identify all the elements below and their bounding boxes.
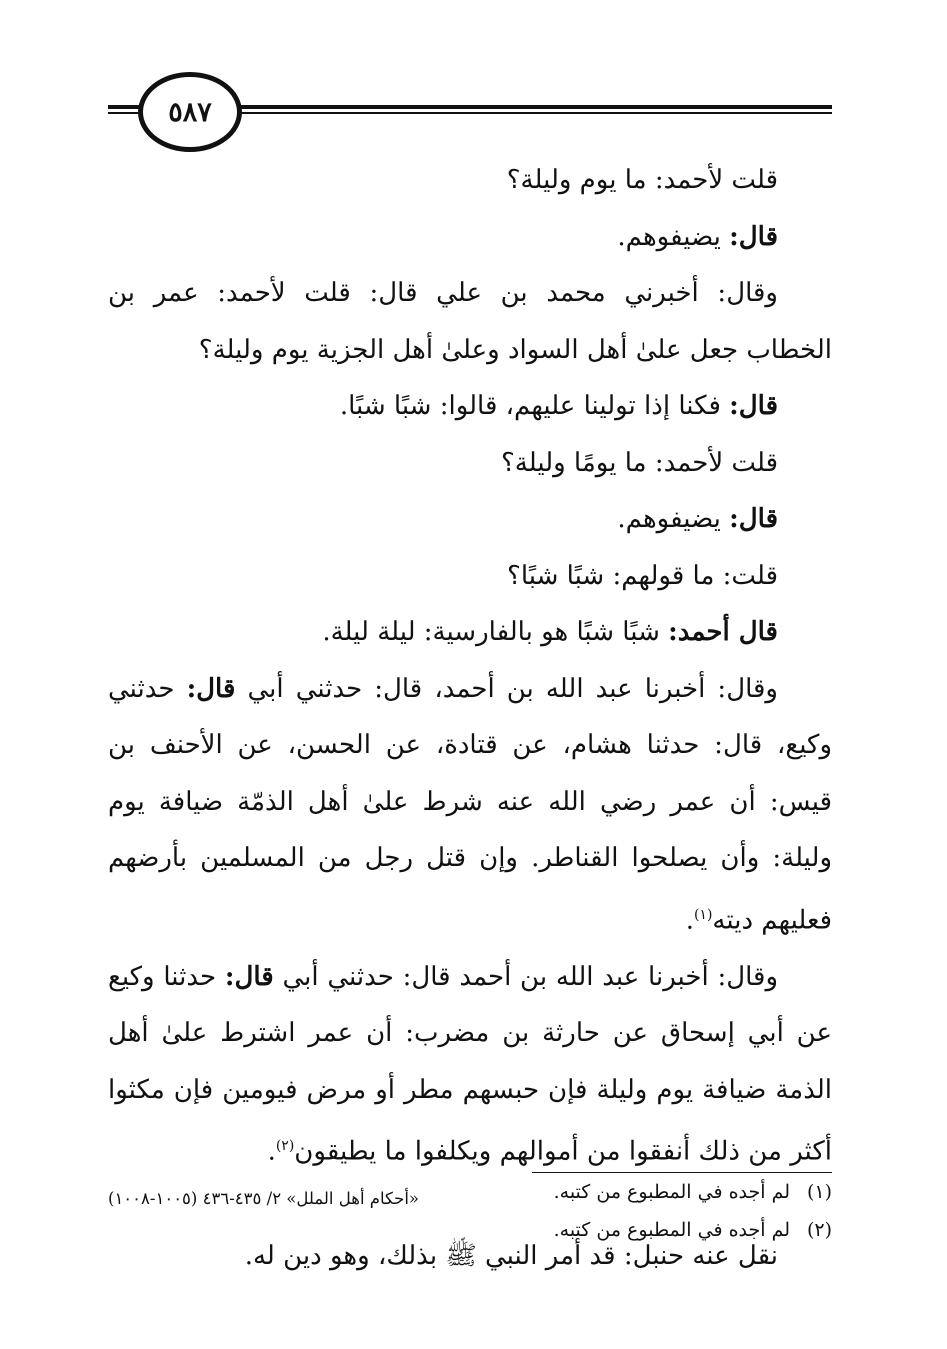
main-text bbox=[108, 152, 832, 1285]
paragraph-6 bbox=[108, 491, 832, 548]
footnote-ref: (١) bbox=[693, 906, 713, 923]
paragraph-1: قلت لأحمد: ما يوم وليلة؟ bbox=[506, 165, 778, 195]
footnote-number: (٢) bbox=[806, 1219, 832, 1241]
paragraph-11: نقل عنه حنبل: قد أمر النبي ﷺ بذلك، وهو دين له. bbox=[244, 1241, 778, 1272]
paragraph-9 bbox=[108, 661, 832, 949]
paragraph-text: حدثنا وكيع عن أبي إسحاق عن حارثة بن مضرب: أن عمر اشترط علىٰ أهل الذمة ضيافة يوم وليلة فإن حبسهم مطر أو مرض فيومين فإن مكثوا أكثر من ذلك أنفقوا من أموالهم ويكلفوا ما يطيقون bbox=[108, 961, 832, 1167]
page-number: ٥٨٧ bbox=[168, 96, 212, 128]
paragraph-end: . bbox=[685, 905, 694, 936]
paragraph-5: قلت لأحمد: ما يومًا وليلة؟ bbox=[501, 447, 778, 478]
page-header bbox=[108, 72, 832, 148]
paragraph-10 bbox=[108, 949, 832, 1181]
paragraph-text: وقال: أخبرنا عبد الله بن أحمد، قال: حدثني أبي bbox=[235, 673, 778, 704]
footnote-1 bbox=[532, 1173, 832, 1211]
footnote-text: لم أجده في المطبوع من كتبه. bbox=[553, 1181, 790, 1203]
speaker-label: قال: bbox=[729, 391, 778, 421]
page-number-badge bbox=[138, 72, 242, 152]
paragraph-2 bbox=[108, 209, 832, 266]
footnote-number: (١) bbox=[806, 1181, 832, 1203]
paragraph-7: قلت: ما قولهم: شبًا شبًا؟ bbox=[507, 560, 778, 591]
paragraph-8 bbox=[108, 604, 832, 661]
footnote-ref: (٢) bbox=[275, 1138, 295, 1155]
source-citation: «أحكام أهل الملل» ٢/ ٤٣٥-٤٣٦ (١٠٠٥-١٠٠٨) bbox=[108, 1189, 420, 1209]
paragraph-text: وقال: أخبرنا عبد الله بن أحمد قال: حدثني أبي bbox=[273, 961, 779, 992]
paragraph-text: فكنا إذا تولينا عليهم، قالوا: شبًا شبًا. bbox=[339, 391, 730, 421]
speaker-label: قال: bbox=[729, 504, 778, 534]
paragraph-text: يضيفوهم. bbox=[617, 221, 730, 252]
paragraph-text: يضيفوهم. bbox=[617, 504, 730, 534]
footnote-text: لم أجده في المطبوع من كتبه. bbox=[553, 1219, 790, 1241]
paragraph-end: . bbox=[267, 1136, 276, 1167]
paragraph-text: شبًا شبًا هو بالفارسية: ليلة ليلة. bbox=[322, 617, 669, 647]
speaker-label: قال: bbox=[186, 673, 236, 704]
footnote-2 bbox=[532, 1211, 832, 1249]
paragraph-text: حدثني وكيع، قال: حدثنا هشام، عن قتادة، عن الحسن، عن الأحنف بن قيس: أن عمر رضي الله عنه شرط علىٰ أهل الذمّة ضيافة يوم وليلة: وأن يصلحوا القناطر. وإن قتل رجل من المسلمين بأرضهم فعليهم ديته bbox=[108, 673, 832, 936]
footnotes bbox=[532, 1172, 832, 1249]
paragraph-3: وقال: أخبرني محمد بن علي قال: قلت لأحمد: عمر بن الخطاب جعل علىٰ أهل السواد وعلىٰ أهل الجزية يوم وليلة؟ bbox=[108, 278, 832, 365]
speaker-label: قال: bbox=[224, 961, 274, 992]
speaker-label: قال: bbox=[729, 221, 778, 252]
paragraph-4 bbox=[108, 378, 832, 435]
speaker-label: قال أحمد: bbox=[668, 617, 778, 647]
